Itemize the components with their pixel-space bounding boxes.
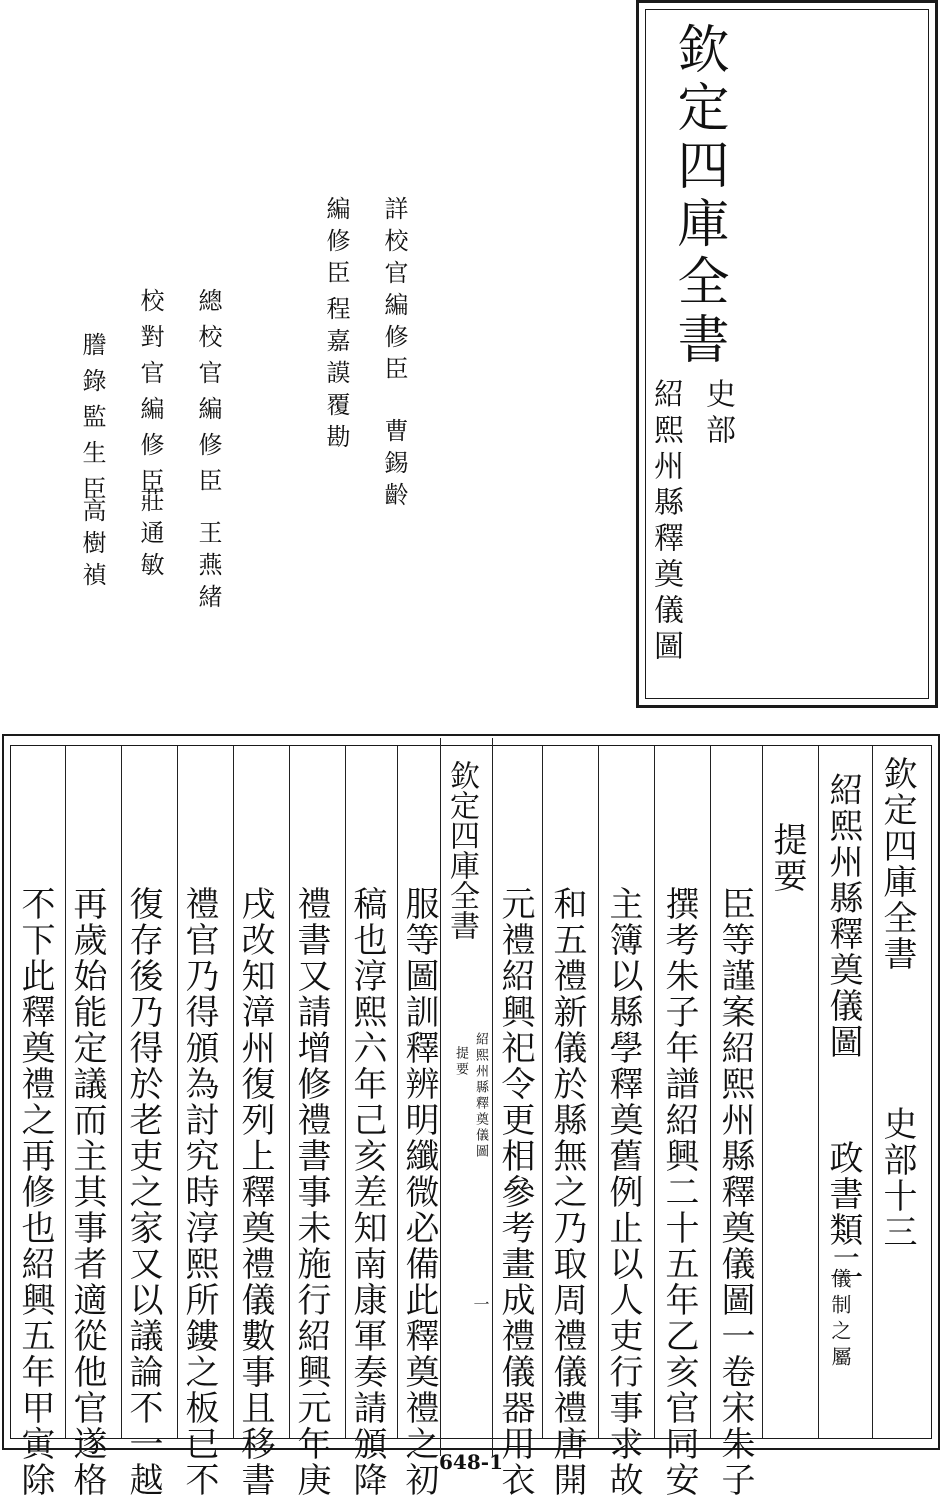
text-column: 主簿以縣學釋奠舊例止以人吏行事求故 [603, 886, 643, 1498]
page-category: 政書類二 [823, 1140, 863, 1284]
page-header-title: 欽定四庫全書 [877, 756, 917, 972]
page-subcategory: 儀制之屬 [828, 1268, 852, 1372]
column-rule [121, 746, 122, 1438]
column-rule [65, 746, 66, 1438]
folio-book-title: 紹熙州縣釋奠儀圖 [473, 1032, 488, 1160]
text-column: 禮書又請增修禮書事未施行紹興元年庚 [291, 886, 331, 1498]
page-book-title: 紹熙州縣釋奠儀圖 [823, 772, 863, 1060]
cover-division: 史部 [700, 378, 735, 450]
folio-leaf-number: 一 [471, 1296, 490, 1312]
column-rule [177, 746, 178, 1438]
folio-rule-right [492, 738, 493, 1456]
column-rule [598, 746, 599, 1438]
official-jiaodui-name: 莊通敏 [136, 488, 164, 584]
text-column: 戌改知漳州復列上釋奠禮儀數事且移書 [235, 886, 275, 1498]
column-rule [542, 746, 543, 1438]
text-column: 服等圖訓釋辨明纖微必備此釋奠禮之初 [399, 886, 439, 1498]
official-zongjiao-name: 王燕緒 [194, 520, 222, 616]
column-rule [710, 746, 711, 1438]
official-zongjiao-title: 總校官編修臣 [194, 288, 222, 504]
cover-book-title: 紹熙州縣釋奠儀圖 [648, 378, 683, 666]
column-rule [345, 746, 346, 1438]
official-xiangjiao-title: 詳校官編修臣 [380, 196, 408, 388]
section-heading: 提要 [767, 822, 807, 894]
folio-title: 欽定四庫全書 [444, 760, 479, 940]
column-rule [818, 746, 819, 1438]
page-number: 648-1 [439, 1450, 503, 1474]
column-rule [289, 746, 290, 1438]
official-tenglu-title: 謄錄監生臣 [78, 332, 106, 512]
folio-section: 提要 [453, 1046, 468, 1078]
official-jiaodui-title: 校對官編修臣 [136, 288, 164, 504]
text-column: 不下此釋奠禮之再修也紹興五年甲寅除 [15, 886, 55, 1498]
column-rule [654, 746, 655, 1438]
text-column: 復存後乃得於老吏之家又以議論不一越 [123, 886, 163, 1498]
text-column: 禮官乃得頒為討究時淳熙所鏤之板已不 [179, 886, 219, 1498]
text-column: 臣等謹案紹熙州縣釋奠儀圖一卷宋朱子 [715, 886, 755, 1498]
column-rule [397, 746, 398, 1438]
page-division: 史部十三 [877, 1106, 917, 1250]
official-tenglu-name: 高樹禎 [78, 498, 106, 594]
column-rule [762, 746, 763, 1438]
cover-library-title: 欽定四庫全書 [668, 22, 728, 370]
column-rule [233, 746, 234, 1438]
text-column: 和五禮新儀於縣無之乃取周禮儀禮唐開 [547, 886, 587, 1498]
official-xiangjiao-name: 曹錫齡 [380, 418, 408, 514]
official-bianxiu-name: 程嘉謨覆勘 [322, 296, 350, 456]
text-column: 撰考朱子年譜紹興二十五年乙亥官同安 [659, 886, 699, 1498]
text-column: 元禮紹興祀令更相參考畫成禮儀器用衣 [495, 886, 535, 1498]
column-rule [872, 746, 873, 1438]
folio-rule-left [440, 738, 441, 1456]
official-bianxiu-title: 編修臣 [322, 196, 350, 292]
text-column: 稿也淳熙六年己亥差知南康軍奏請頒降 [347, 886, 387, 1498]
text-column: 再歲始能定議而主其事者適從他官遂格 [67, 886, 107, 1498]
